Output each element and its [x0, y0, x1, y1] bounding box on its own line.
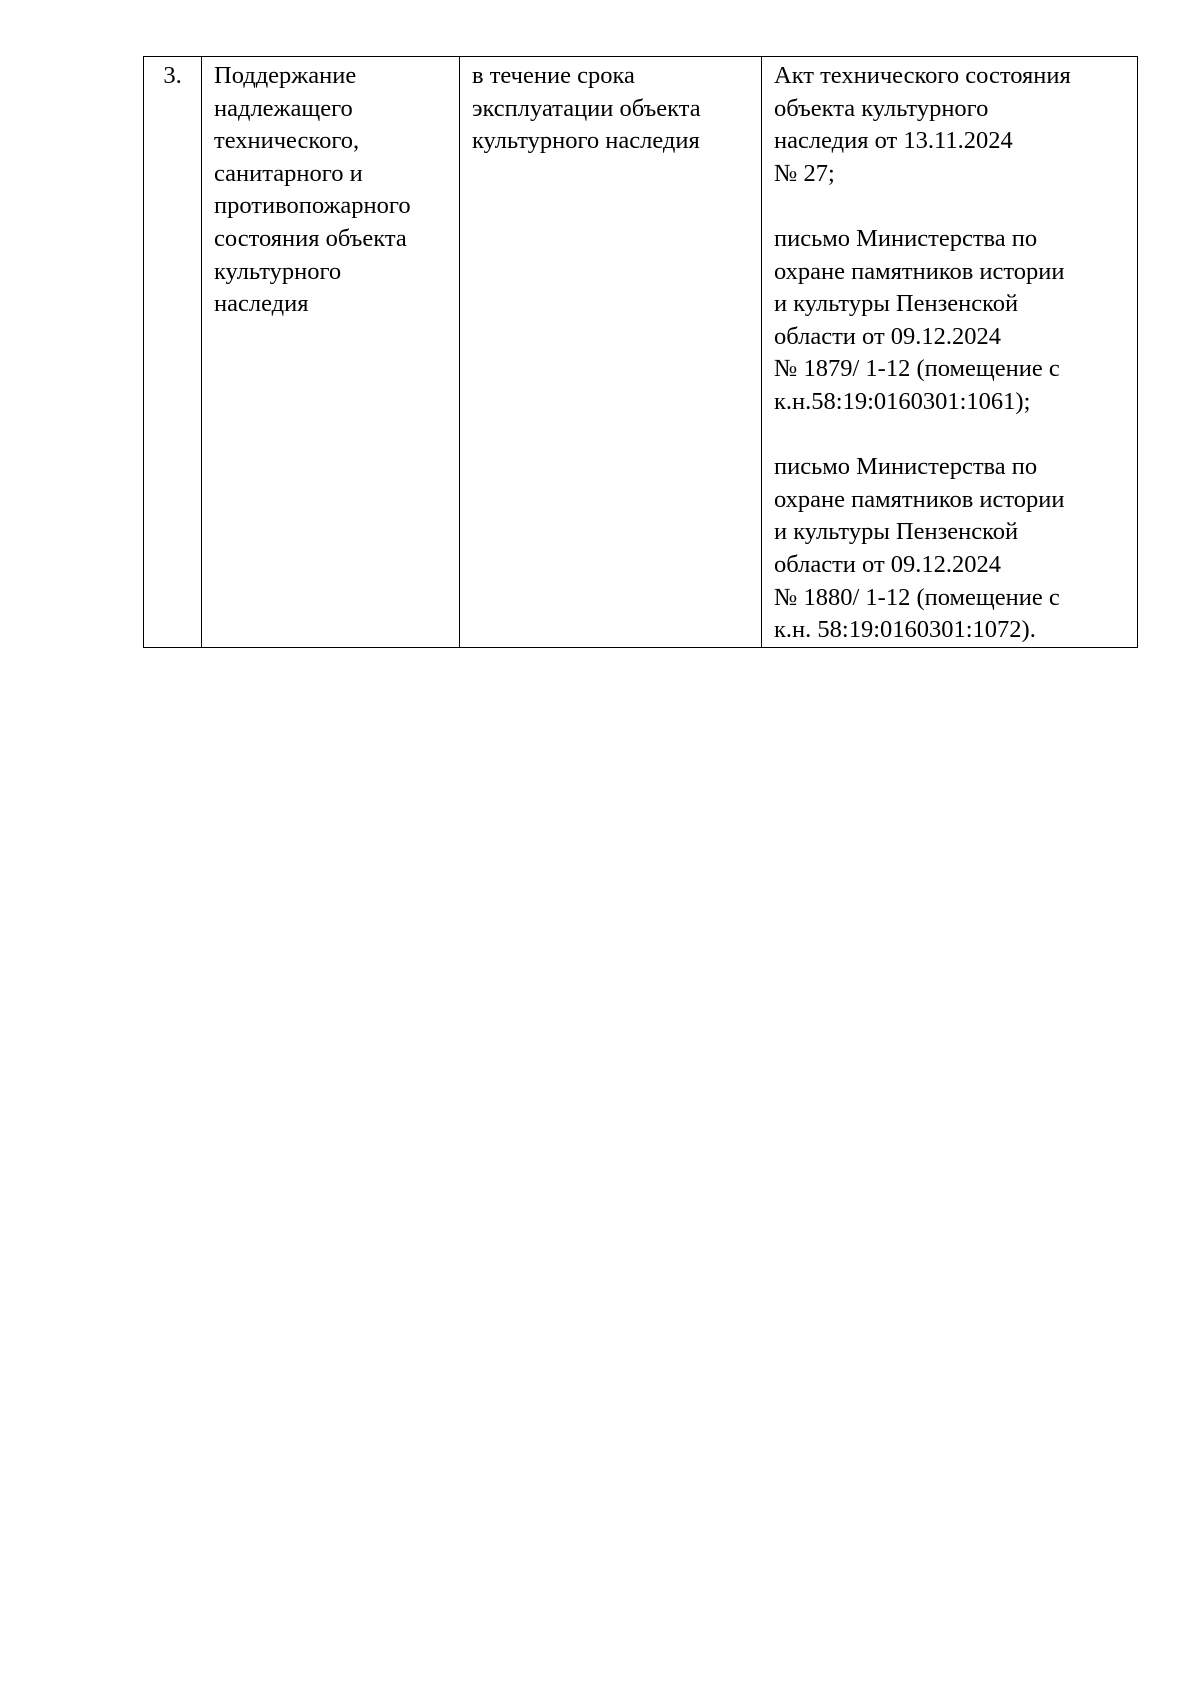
basis-line: области от 09.12.2024 — [774, 550, 1002, 578]
basis-line: объекта культурного — [774, 94, 989, 122]
basis-paragraph-act — [774, 60, 1127, 190]
work-line: Поддержание — [214, 62, 357, 89]
work-line: технического, — [214, 127, 360, 155]
work-line: состояния объекта — [214, 224, 407, 252]
term-line: эксплуатации объекта — [472, 94, 701, 122]
term-cell — [460, 57, 762, 648]
row-number-cell — [144, 57, 202, 648]
basis-line: № 27; — [774, 159, 835, 187]
term-line: в течение срока — [472, 62, 635, 89]
row-number: 3. — [163, 62, 182, 89]
basis-line: охране памятников истории — [774, 257, 1065, 285]
work-description-cell — [202, 57, 460, 648]
basis-line: области от 09.12.2024 — [774, 322, 1002, 350]
work-line: противопожарного — [214, 192, 411, 220]
basis-line: № 1879/ 1-12 (помещение с — [774, 355, 1060, 383]
basis-line: к.н.58:19:0160301:1061); — [774, 387, 1031, 415]
table-row — [144, 57, 1138, 648]
basis-line: письмо Министерства по — [774, 224, 1038, 252]
basis-line: № 1880/ 1-12 (помещение с — [774, 583, 1060, 611]
basis-line: наследия от 13.11.2024 — [774, 127, 1013, 155]
basis-line: и культуры Пензенской — [774, 290, 1019, 318]
basis-line: к.н. 58:19:0160301:1072). — [774, 616, 1036, 644]
work-line: культурного — [214, 257, 342, 285]
basis-line: Акт технического состояния — [774, 62, 1071, 89]
basis-line: охране памятников истории — [774, 485, 1065, 513]
work-line: наследия — [214, 290, 309, 318]
basis-line: письмо Министерства по — [774, 453, 1038, 481]
basis-paragraph-letter-1879 — [774, 223, 1127, 419]
basis-paragraph-letter-1880 — [774, 451, 1127, 647]
obligations-table — [143, 56, 1138, 648]
basis-documents-cell — [762, 57, 1138, 648]
work-line: надлежащего — [214, 94, 353, 122]
basis-line: и культуры Пензенской — [774, 518, 1019, 546]
work-line: санитарного и — [214, 159, 363, 187]
term-line: культурного наследия — [472, 127, 700, 155]
